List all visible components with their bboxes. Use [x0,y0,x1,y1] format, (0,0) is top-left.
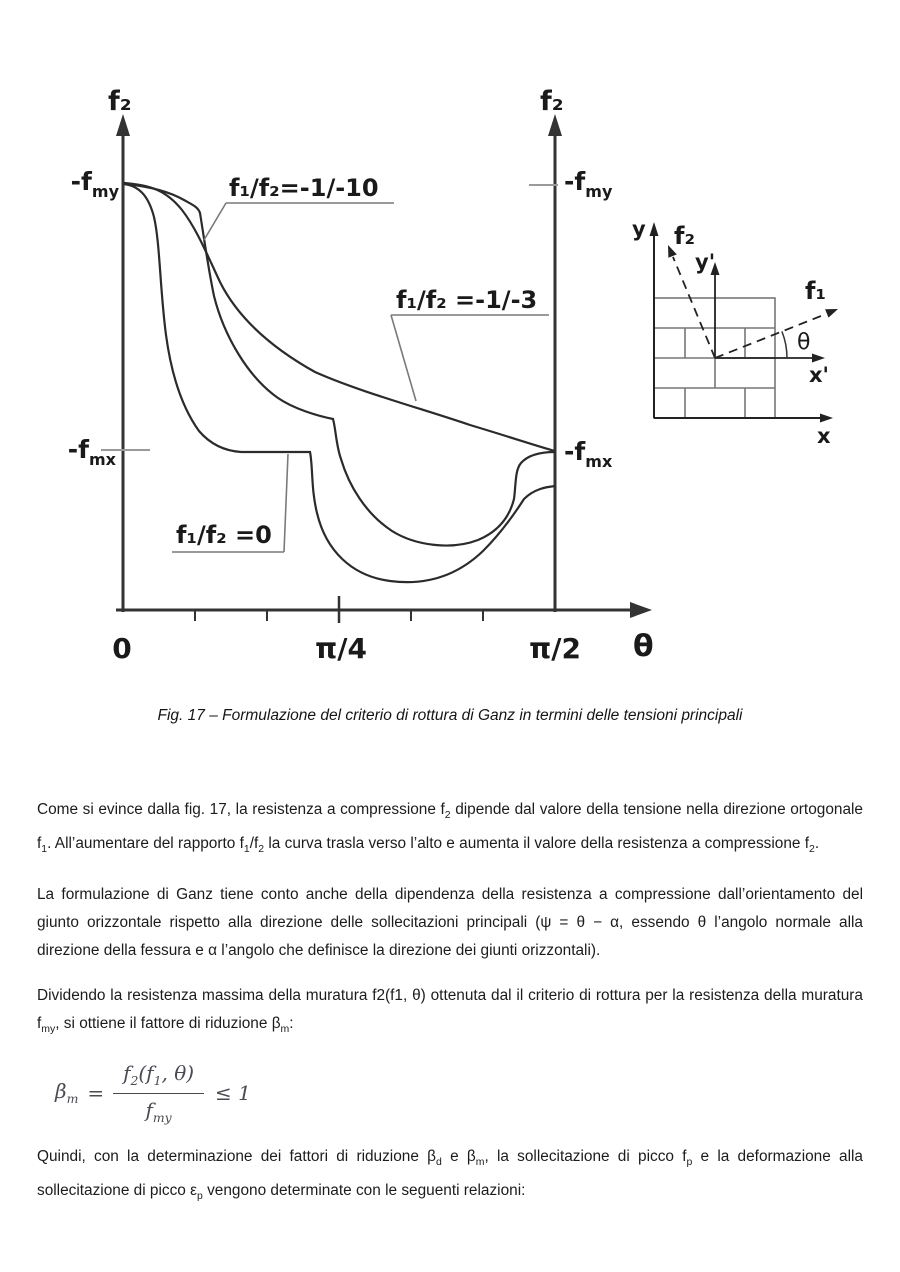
inset-theta-label: θ [797,330,811,355]
left-y-axis [108,86,132,612]
x-axis-arrow-icon [630,602,652,618]
theta-angle-arc [782,331,787,358]
inset-f1-label: f₁ [805,277,826,305]
inset-f1-arrow-icon [825,309,838,318]
inset-x-arrow-icon [820,414,833,423]
right-y-axis [540,86,564,612]
formula-equals: = [87,1080,105,1105]
curve-label-0 [172,454,288,552]
formula-lhs: $\beta_m$ [55,1079,79,1107]
left-fmx-label: $-f_{mx}$ [67,435,116,469]
inset-x-label: x [817,424,831,448]
formula-numerator: $f_2(f_1$, θ) [113,1061,204,1094]
curve-label-text: f₁/f₂ =0 [176,521,272,549]
left-f2-axis-title: f₂ [108,86,132,117]
x-axis [116,596,652,623]
inset-yprime-label: y' [695,250,716,274]
right-fmy-label: $-f_{my}$ [564,167,613,201]
inset-xprime-label: x' [809,363,829,387]
inset-y-arrow-icon [650,222,659,236]
body-text [37,796,863,1228]
inset-f2-label: f₂ [674,222,695,250]
right-y-axis-arrow-icon [548,114,562,136]
paragraph-4: Quindi, con la determinazione dei fattori di riduzione $\beta_d$ e $\beta_m$, la sollecitazione di picco $f_p$ e la deformazione alla sollecitazione di picco $\varepsilon_p$ vengono determinate con le seguenti relazioni: [37,1148,863,1203]
formula-condition: ≤ 1 [215,1080,251,1105]
curve-label-minus1-minus3 [391,286,549,401]
curve-label-text: f₁/f₂=-1/-10 [229,174,379,202]
paragraph-2: La formulazione di Ganz tiene conto anche della dipendenza della resistenza a compressione dall’orientamento del giunto orizzontale rispetto alla direzione delle sollecitazioni principali (ψ = θ − α, essendo θ l’angolo normale alla direzione della fessura e α l’angolo che definisce la direzione dei giunti orizzontali). [37,886,863,960]
formula-fraction [113,1061,204,1125]
curve-label-text: f₁/f₂ =-1/-3 [396,286,538,314]
right-fmx-label: $-f_{mx}$ [564,437,613,471]
paragraph-1: Come si evince dalla fig. 17, la resistenza a compressione $f_2$ dipende dal valore della tensione nella direzione ortogonale $f_1$. All’aumentare del rapporto $f_1/f_2$ la curva trasla verso l’alto e aumenta il valore della resistenza a compressione $f_2$. [37,801,863,856]
x-tick-0: 0 [112,632,132,665]
x-tick-pi2: π/2 [529,632,581,665]
left-y-axis-arrow-icon [116,114,130,136]
curve-f1f2-minus1-minus3 [124,183,555,451]
right-f2-axis-title: f₂ [540,86,564,117]
curve-label-minus1-minus10 [204,174,394,240]
inset-xprime-arrow-icon [812,354,825,363]
left-fmy-label: $-f_{my}$ [70,167,119,201]
formula-denominator: $f_{my}$ [145,1097,172,1125]
masonry-inset [632,217,838,448]
curve-f1f2-minus1-minus10 [124,184,555,546]
x-tick-pi4: π/4 [315,632,367,665]
beta-m-formula [55,1061,863,1125]
theta-axis-label: θ [633,629,654,664]
figure-caption: Fig. 17 – Formulazione del criterio di rottura di Ganz in termini delle tensioni principali [157,707,743,724]
inset-y-label: y [632,217,646,241]
paragraph-3: Dividendo la resistenza massima della muratura f2(f1, θ) ottenuta dal il criterio di rottura per la resistenza della muratura $f_{my}$, si ottiene il fattore di riduzione $\beta_m$: [37,987,863,1036]
